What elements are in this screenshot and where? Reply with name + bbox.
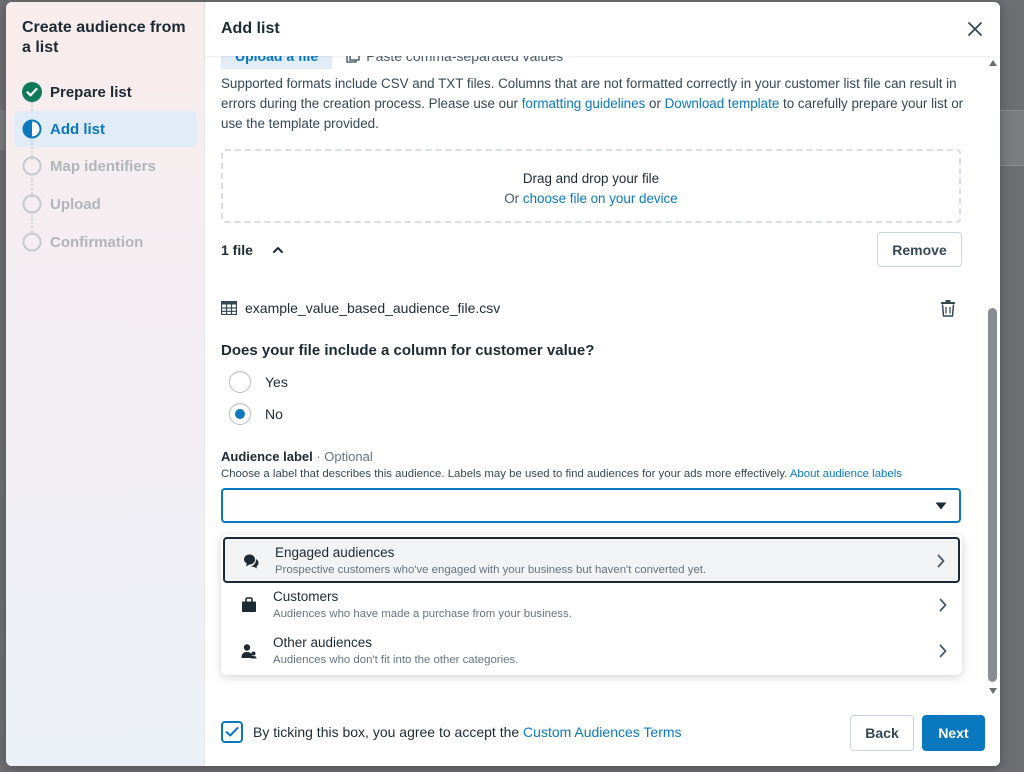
radio-yes[interactable] xyxy=(229,371,251,393)
dialog-footer xyxy=(205,700,1000,766)
help-text: Choose a label that describes this audience. Labels may be used to find audiences for your ads more effectively. xyxy=(221,468,790,480)
step-confirmation[interactable] xyxy=(14,224,197,260)
description-text: Supported formats include CSV and TXT files. Columns that are not formatted correctly in your customer list file can result in errors during the creation process. Please use our xyxy=(221,76,957,111)
optional-tag: · Optional xyxy=(312,449,373,464)
dropzone-title: Drag and drop your file xyxy=(522,171,660,186)
menu-item-subtitle: Prospective customers who've engaged with your business but haven't converted yet. xyxy=(275,564,707,576)
menu-item-engaged-audiences[interactable] xyxy=(223,537,960,583)
step-label: Add list xyxy=(50,120,105,138)
menu-item-subtitle: Audiences who have made a purchase from your business. xyxy=(273,608,572,620)
back-button[interactable]: Back xyxy=(850,715,914,751)
chat-bubbles-icon xyxy=(243,553,259,569)
step-prepare-list[interactable] xyxy=(14,74,197,110)
step-label: Upload xyxy=(50,195,101,213)
menu-item-title: Other audiences xyxy=(273,635,373,650)
step-upload[interactable] xyxy=(14,186,197,222)
checkmark-icon xyxy=(225,726,239,738)
dialog-title: Add list xyxy=(221,20,280,37)
empty-circle-icon xyxy=(22,194,42,214)
radio-option-yes[interactable] xyxy=(229,371,288,393)
check-circle-icon xyxy=(22,82,42,102)
menu-item-other-audiences[interactable] xyxy=(223,629,960,675)
step-add-list[interactable] xyxy=(14,111,197,147)
about-audience-labels-link[interactable]: About audience labels xyxy=(789,468,902,480)
file-dropzone[interactable] xyxy=(221,149,961,223)
people-icon xyxy=(241,643,257,659)
menu-item-title: Customers xyxy=(273,589,339,604)
table-file-icon xyxy=(221,301,237,315)
empty-circle-icon xyxy=(22,232,42,252)
trash-icon[interactable] xyxy=(939,299,957,317)
background-page-edge xyxy=(1000,110,1024,166)
stepper-sidebar xyxy=(6,2,205,766)
audience-label-menu xyxy=(221,535,962,675)
step-label: Confirmation xyxy=(50,233,144,251)
empty-circle-icon xyxy=(22,156,42,176)
terms-text xyxy=(253,724,682,740)
formatting-guidelines-link[interactable]: formatting guidelines xyxy=(521,96,646,111)
file-row xyxy=(221,297,961,319)
remove-files-button[interactable]: Remove xyxy=(877,232,962,267)
description-text: or xyxy=(645,96,665,111)
terms-checkbox[interactable] xyxy=(221,721,243,743)
radio-label: Yes xyxy=(265,374,288,390)
scroll-down-arrow-icon[interactable] xyxy=(989,688,997,694)
radio-label: No xyxy=(265,406,283,422)
audience-label-heading xyxy=(221,449,373,464)
format-description xyxy=(221,74,965,134)
dialog-header xyxy=(205,2,1000,56)
caret-down-icon xyxy=(935,502,947,510)
content-scrollbar[interactable] xyxy=(986,56,1000,701)
half-circle-icon xyxy=(22,119,42,139)
create-audience-dialog xyxy=(6,2,1000,766)
close-icon[interactable] xyxy=(964,18,986,40)
file-count-label: 1 file xyxy=(221,242,253,258)
step-label: Prepare list xyxy=(50,83,132,101)
audience-label-select[interactable] xyxy=(221,488,961,523)
download-template-link[interactable]: Download template xyxy=(664,96,780,111)
sidebar-title: Create audience from a list xyxy=(22,19,186,56)
menu-item-title: Engaged audiences xyxy=(275,545,395,560)
scroll-thumb[interactable] xyxy=(988,308,997,682)
menu-item-subtitle: Audiences who don't fit into the other categories. xyxy=(273,654,519,666)
scroll-up-arrow-icon[interactable] xyxy=(989,60,997,66)
chevron-up-icon xyxy=(271,243,285,257)
file-count-toggle[interactable] xyxy=(221,242,285,258)
terms-prefix: By ticking this box, you agree to accept the xyxy=(253,724,524,740)
shopping-bag-icon xyxy=(241,597,257,613)
step-label: Map identifiers xyxy=(50,157,156,175)
chevron-right-icon xyxy=(938,644,948,658)
audience-label-text: Audience label xyxy=(221,449,313,464)
radio-no[interactable] xyxy=(229,403,251,425)
menu-item-customers[interactable] xyxy=(223,583,960,629)
dropzone-or: Or xyxy=(504,191,523,206)
chevron-right-icon xyxy=(938,598,948,612)
next-button[interactable]: Next xyxy=(922,715,985,751)
step-map-identifiers[interactable] xyxy=(14,148,197,184)
custom-audiences-terms-link[interactable]: Custom Audiences Terms xyxy=(523,724,682,740)
choose-file-link[interactable]: choose file on your device xyxy=(522,191,678,206)
add-list-content xyxy=(205,2,985,692)
radio-option-no[interactable] xyxy=(229,403,283,425)
description-text: to carefully prepare your list or use the template provided. xyxy=(221,96,964,131)
file-name: example_value_based_audience_file.csv xyxy=(245,300,501,316)
chevron-right-icon xyxy=(936,554,946,568)
customer-value-question: Does your file include a column for customer value? xyxy=(221,342,595,359)
audience-label-help xyxy=(221,468,902,480)
